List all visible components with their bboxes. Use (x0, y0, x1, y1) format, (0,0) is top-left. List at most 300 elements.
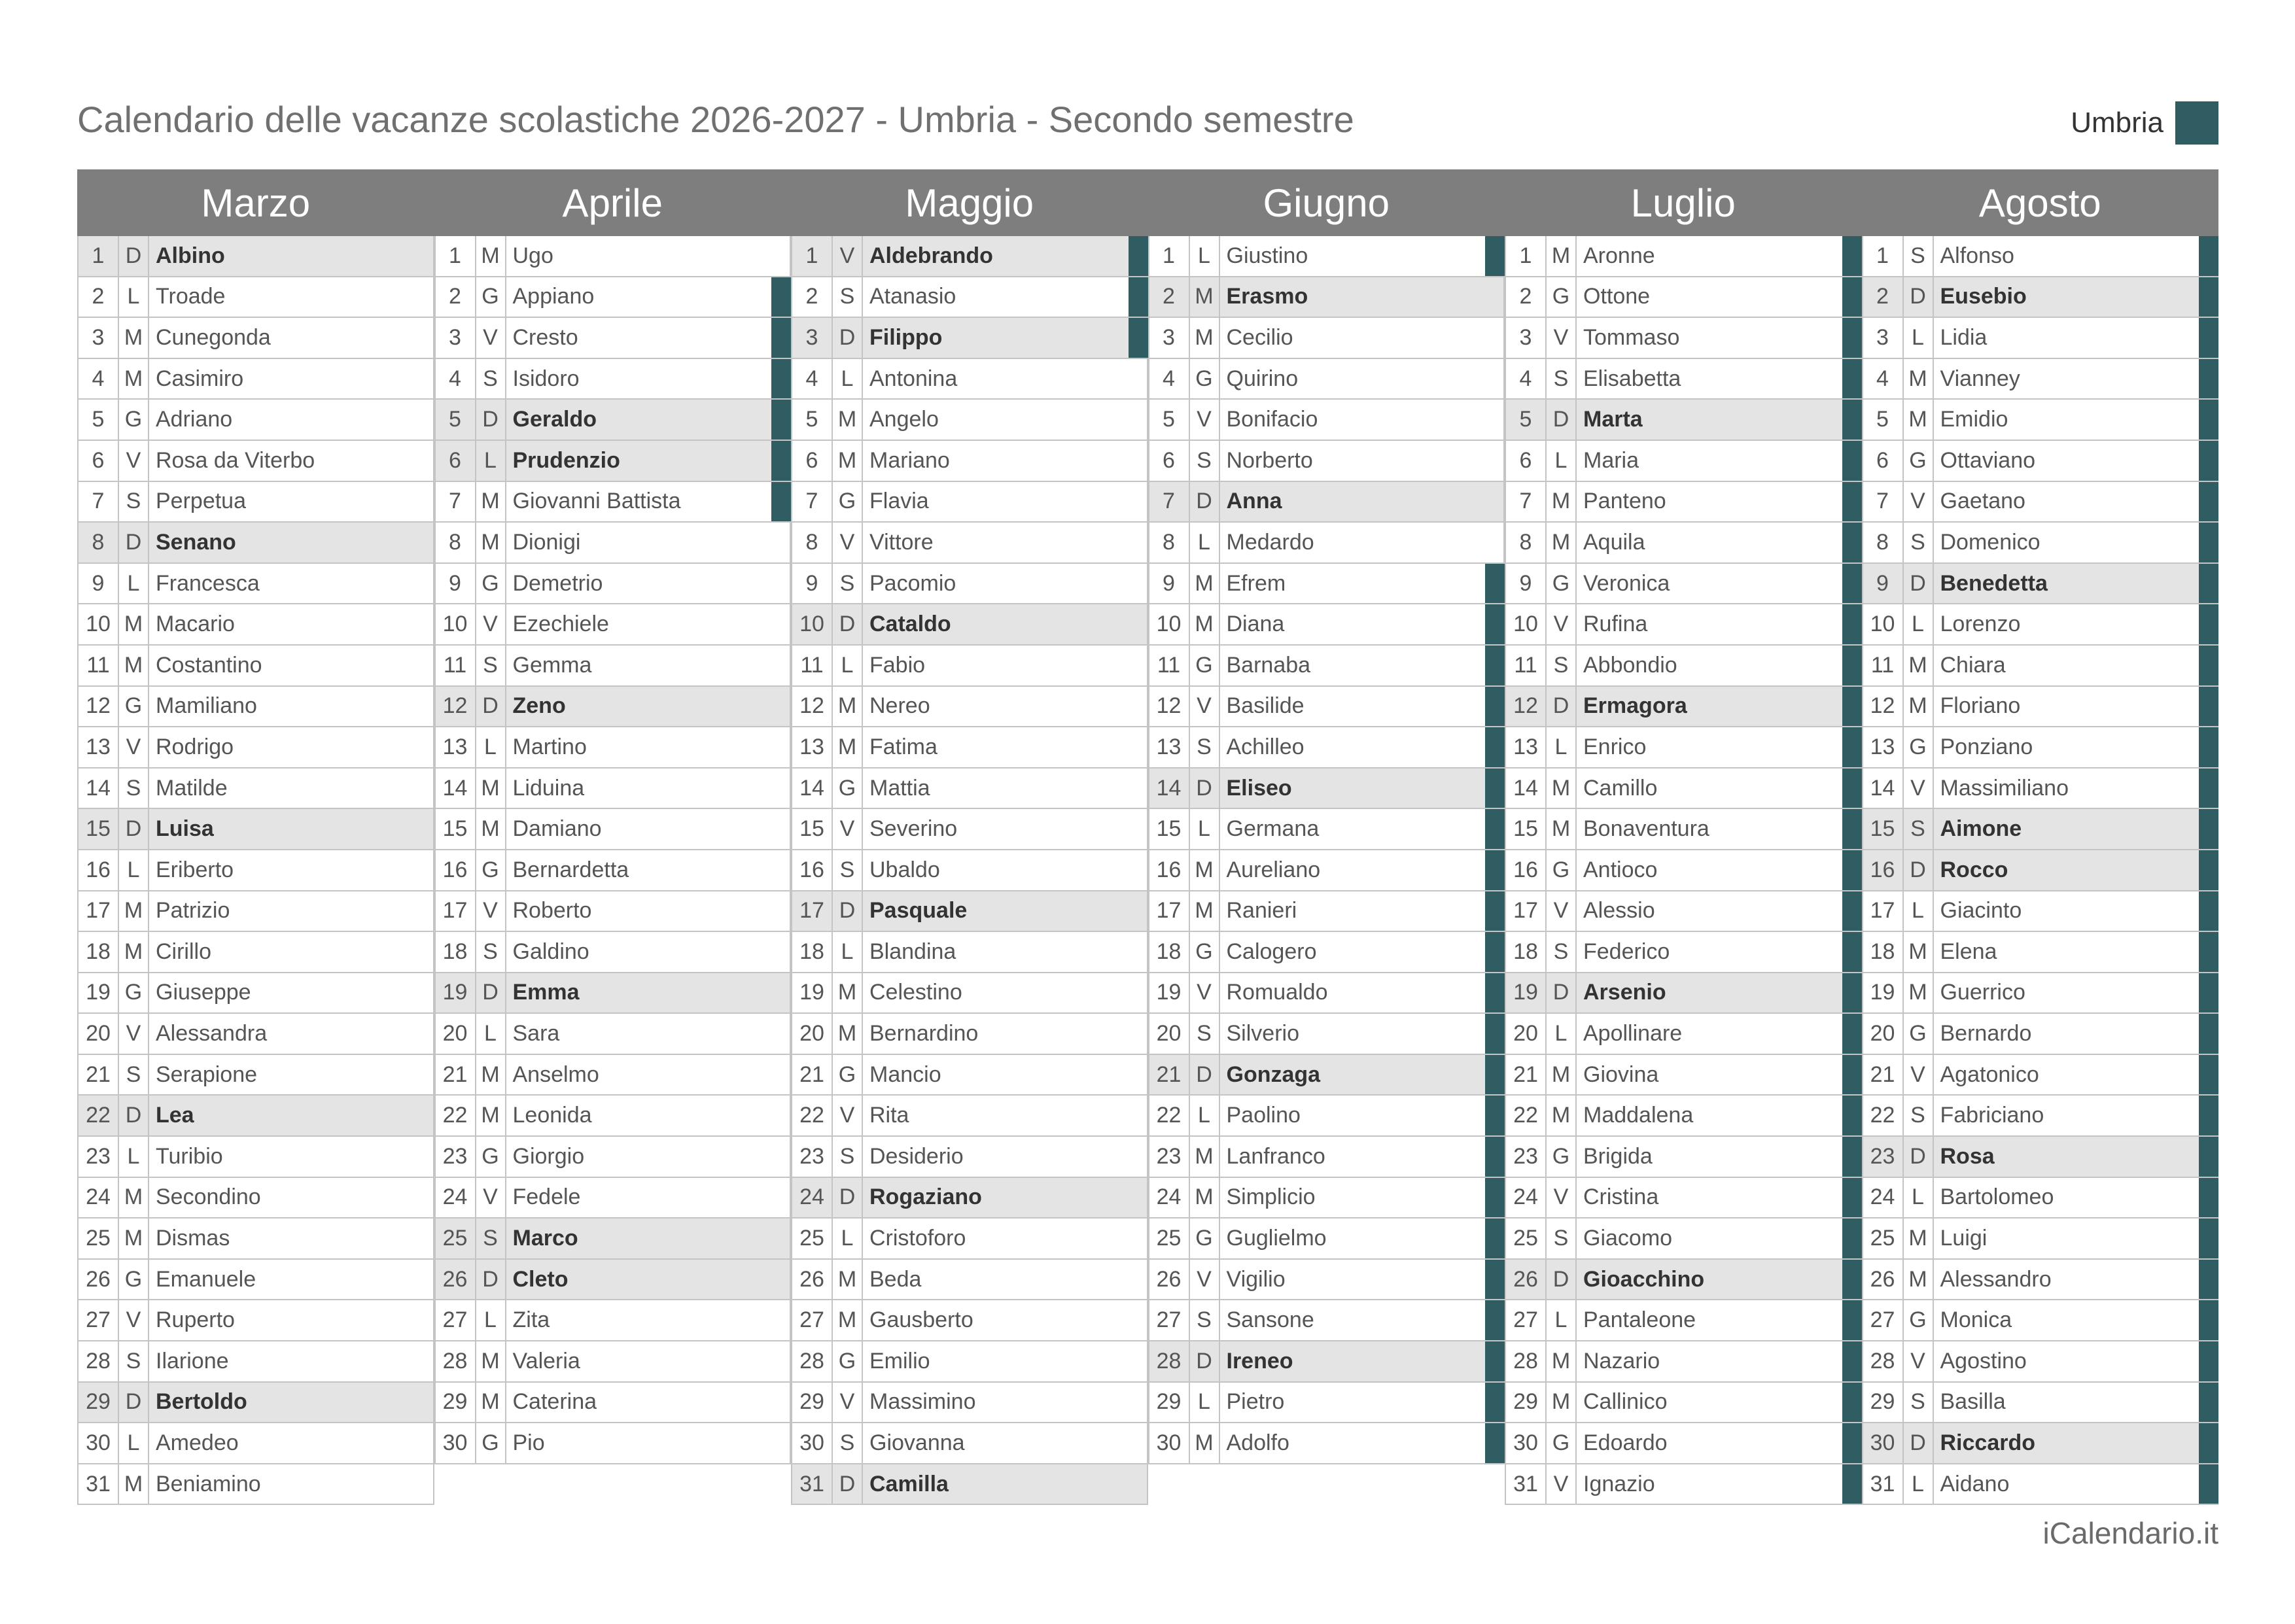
day-number: 7 (436, 482, 476, 522)
day-row (1505, 359, 1862, 400)
saint-name: Adolfo (1226, 1430, 1289, 1456)
day-row (1505, 687, 1862, 728)
day-row (1505, 482, 1862, 523)
day-number: 26 (792, 1260, 833, 1300)
day-row (434, 1260, 792, 1301)
saint-name: Isidoro (512, 366, 580, 391)
day-row (1505, 1137, 1862, 1178)
weekday-letter: S (1547, 1218, 1577, 1258)
weekday-letter: D (1904, 1137, 1934, 1177)
saint-name: Alessio (1583, 898, 1655, 924)
day-row (77, 1014, 434, 1055)
day-row (434, 1178, 792, 1219)
saint-name: Agatonico (1940, 1062, 2039, 1087)
weekday-letter: D (1547, 400, 1577, 440)
day-number: 1 (792, 236, 833, 276)
saint-name: Maria (1583, 447, 1639, 473)
day-row (77, 1464, 434, 1506)
weekday-letter: V (1547, 891, 1577, 931)
day-row (1148, 769, 1505, 810)
day-number: 10 (1506, 604, 1547, 644)
day-number: 1 (79, 236, 119, 276)
weekday-letter: G (833, 482, 863, 522)
weekday-letter: M (476, 1341, 506, 1381)
weekday-letter: M (476, 523, 506, 562)
weekday-letter: V (119, 441, 149, 481)
weekday-letter: L (119, 850, 149, 890)
month-column-maggio (791, 236, 1148, 1505)
weekday-letter: G (1547, 1137, 1577, 1177)
day-row (791, 523, 1148, 564)
weekday-letter: V (1904, 769, 1934, 808)
weekday-letter: G (119, 400, 149, 440)
weekday-letter: L (119, 1137, 149, 1177)
day-number: 2 (79, 277, 119, 317)
day-number: 22 (1149, 1096, 1190, 1135)
day-row (1505, 646, 1862, 687)
day-row (77, 687, 434, 728)
day-row (791, 1137, 1148, 1178)
day-number: 11 (1506, 646, 1547, 685)
weekday-letter: G (1547, 1423, 1577, 1463)
weekday-letter: V (833, 523, 863, 562)
saint-name: Barnaba (1226, 652, 1311, 678)
saint-name: Alfonso (1940, 243, 2014, 268)
day-row (1862, 932, 2219, 973)
saint-name: Germana (1226, 816, 1320, 842)
day-number: 31 (792, 1464, 833, 1504)
saint-name: Bartolomeo (1940, 1184, 2054, 1210)
saint-name: Guglielmo (1226, 1226, 1327, 1251)
weekday-letter: G (476, 1137, 506, 1177)
weekday-letter: S (1190, 441, 1220, 481)
day-number: 27 (1506, 1300, 1547, 1340)
day-row (1862, 1178, 2219, 1219)
saint-name: Gemma (512, 652, 592, 678)
day-row (791, 1341, 1148, 1383)
day-row (1505, 809, 1862, 850)
day-row (434, 1014, 792, 1055)
weekday-letter: G (476, 850, 506, 890)
day-row (1148, 809, 1505, 850)
day-number: 3 (792, 318, 833, 358)
calendar-grid (77, 169, 2218, 1505)
month-header-maggio: Maggio (905, 181, 1034, 225)
weekday-letter: M (1547, 1055, 1577, 1095)
weekday-letter: M (1190, 564, 1220, 604)
weekday-letter: L (476, 727, 506, 767)
day-number: 15 (436, 809, 476, 849)
weekday-letter: L (1904, 318, 1934, 358)
month-headers (77, 169, 2218, 236)
day-number: 6 (1863, 441, 1904, 481)
day-row (791, 973, 1148, 1014)
weekday-letter: D (1190, 482, 1220, 522)
day-row (1862, 1137, 2219, 1178)
saint-name: Martino (512, 734, 587, 759)
day-number: 3 (1863, 318, 1904, 358)
day-row (1148, 236, 1505, 277)
day-row (1148, 482, 1505, 523)
day-number: 25 (1149, 1218, 1190, 1258)
day-number: 20 (792, 1014, 833, 1054)
saint-name: Chiara (1940, 652, 2006, 678)
day-number: 6 (1506, 441, 1547, 481)
day-number: 16 (792, 850, 833, 890)
saint-name: Ezechiele (512, 612, 609, 637)
day-number: 23 (1149, 1137, 1190, 1177)
day-number: 5 (1863, 400, 1904, 440)
weekday-letter: L (1547, 727, 1577, 767)
day-row (1862, 646, 2219, 687)
day-row (791, 1218, 1148, 1260)
day-number: 24 (79, 1178, 119, 1218)
weekday-letter: D (119, 523, 149, 562)
day-number: 5 (792, 400, 833, 440)
day-row (1148, 441, 1505, 482)
saint-name: Amedeo (156, 1430, 239, 1456)
day-number: 16 (1863, 850, 1904, 890)
day-row (77, 769, 434, 810)
day-row (1862, 277, 2219, 319)
weekday-letter: M (833, 727, 863, 767)
weekday-letter: D (119, 1096, 149, 1135)
day-number: 21 (792, 1055, 833, 1095)
weekday-letter: L (1190, 1383, 1220, 1423)
saint-name: Luisa (156, 816, 214, 842)
weekday-letter: M (1190, 604, 1220, 644)
saint-name: Cresto (512, 324, 578, 350)
weekday-letter: M (1904, 687, 1934, 727)
day-row (1148, 400, 1505, 441)
weekday-letter: V (833, 1383, 863, 1423)
weekday-letter: V (1904, 482, 1934, 522)
weekday-letter: V (1547, 1178, 1577, 1218)
weekday-letter: L (476, 1300, 506, 1340)
weekday-letter: S (119, 1055, 149, 1095)
weekday-letter: M (119, 891, 149, 931)
saint-name: Gaetano (1940, 489, 2025, 514)
weekday-letter: G (1547, 564, 1577, 604)
saint-name: Cirillo (156, 939, 211, 964)
month-header-luglio: Luglio (1630, 181, 1736, 225)
day-row (791, 359, 1148, 400)
day-row (1862, 1300, 2219, 1341)
saint-name: Severino (869, 816, 958, 842)
day-number: 11 (436, 646, 476, 685)
day-row (434, 604, 792, 646)
day-row (1148, 1423, 1505, 1464)
saint-name: Bertoldo (156, 1389, 247, 1415)
saint-name: Gioacchino (1583, 1266, 1705, 1292)
day-row (1148, 1260, 1505, 1301)
month-column-luglio (1505, 236, 1862, 1505)
day-row (791, 1178, 1148, 1219)
weekday-letter: S (1904, 1383, 1934, 1423)
saint-name: Emanuele (156, 1266, 256, 1292)
day-row (77, 727, 434, 769)
saint-name: Giacinto (1940, 898, 2022, 924)
day-number: 9 (436, 564, 476, 604)
day-number: 13 (79, 727, 119, 767)
weekday-letter: D (476, 400, 506, 440)
day-row (77, 318, 434, 359)
day-number: 28 (1149, 1341, 1190, 1381)
saint-name: Apollinare (1583, 1021, 1683, 1046)
saint-name: Filippo (869, 324, 943, 350)
weekday-letter: V (833, 236, 863, 276)
day-row (791, 318, 1148, 359)
footer-brand: iCalendario.it (2042, 1516, 2218, 1550)
weekday-letter: D (1904, 1423, 1934, 1463)
saint-name: Geraldo (512, 407, 597, 432)
saint-name: Eusebio (1940, 284, 2027, 309)
saint-name: Senano (156, 529, 236, 555)
saint-name: Serapione (156, 1062, 258, 1087)
weekday-letter: D (1190, 769, 1220, 808)
day-row (791, 1464, 1148, 1506)
saint-name: Ubaldo (869, 857, 940, 882)
day-row (1862, 1055, 2219, 1096)
day-row (791, 850, 1148, 891)
saint-name: Panteno (1583, 489, 1666, 514)
day-row (77, 973, 434, 1014)
saint-name: Massimino (869, 1389, 976, 1415)
day-row (77, 400, 434, 441)
day-number: 15 (79, 809, 119, 849)
day-number: 23 (1863, 1137, 1904, 1177)
saint-name: Turibio (156, 1143, 223, 1169)
saint-name: Riccardo (1940, 1430, 2035, 1456)
weekday-letter: S (476, 1218, 506, 1258)
saint-name: Pacomio (869, 570, 956, 596)
day-number: 1 (1506, 236, 1547, 276)
weekday-letter: M (1190, 850, 1220, 890)
day-row (434, 769, 792, 810)
day-number: 26 (1506, 1260, 1547, 1300)
weekday-letter: M (1904, 1218, 1934, 1258)
day-number: 19 (1863, 973, 1904, 1013)
saint-name: Massimiliano (1940, 775, 2069, 801)
day-row (1505, 1464, 1862, 1506)
day-number: 24 (1149, 1178, 1190, 1218)
month-header-marzo: Marzo (201, 181, 311, 225)
day-row (77, 1218, 434, 1260)
month-column-aprile (434, 236, 792, 1464)
day-number: 30 (1506, 1423, 1547, 1463)
weekday-letter: D (833, 1178, 863, 1218)
day-number: 20 (79, 1014, 119, 1054)
saint-name: Matilde (156, 775, 228, 801)
legend-swatch (2175, 101, 2218, 145)
saint-name: Vittore (869, 529, 934, 555)
saint-name: Rosa (1940, 1143, 1995, 1169)
day-number: 22 (1506, 1096, 1547, 1135)
saint-name: Arsenio (1583, 980, 1666, 1005)
weekday-letter: V (119, 727, 149, 767)
weekday-letter: L (1190, 1096, 1220, 1135)
day-row (791, 932, 1148, 973)
weekday-letter: L (119, 1423, 149, 1463)
day-number: 26 (1863, 1260, 1904, 1300)
weekday-letter: L (476, 1014, 506, 1054)
day-number: 6 (792, 441, 833, 481)
day-number: 27 (1863, 1300, 1904, 1340)
day-row (1862, 850, 2219, 891)
saint-name: Veronica (1583, 570, 1670, 596)
weekday-letter: M (1904, 400, 1934, 440)
saint-name: Desiderio (869, 1143, 964, 1169)
day-row (1148, 1014, 1505, 1055)
weekday-letter: G (476, 277, 506, 317)
day-number: 28 (79, 1341, 119, 1381)
day-row (1148, 646, 1505, 687)
day-number: 14 (436, 769, 476, 808)
day-row (1148, 1178, 1505, 1219)
day-row (434, 1300, 792, 1341)
day-row (434, 850, 792, 891)
saint-name: Ignazio (1583, 1471, 1655, 1496)
day-row (791, 236, 1148, 277)
saint-name: Blandina (869, 939, 956, 964)
day-row (77, 1300, 434, 1341)
day-number: 10 (1863, 604, 1904, 644)
day-row (1148, 1300, 1505, 1341)
weekday-letter: V (476, 318, 506, 358)
saint-name: Abbondio (1583, 652, 1677, 678)
saint-name: Ermagora (1583, 693, 1687, 719)
weekday-letter: M (476, 1096, 506, 1135)
day-row (791, 564, 1148, 605)
saint-name: Atanasio (869, 284, 956, 309)
saint-name: Vianney (1940, 366, 2020, 391)
day-row (791, 646, 1148, 687)
saint-name: Marco (512, 1226, 578, 1251)
saint-name: Cleto (512, 1266, 569, 1292)
legend-label: Umbria (2071, 107, 2164, 139)
weekday-letter: S (833, 850, 863, 890)
weekday-letter: S (119, 1341, 149, 1381)
day-number: 30 (1149, 1423, 1190, 1463)
weekday-letter: M (119, 1178, 149, 1218)
day-number: 17 (1863, 891, 1904, 931)
day-number: 18 (79, 932, 119, 972)
weekday-letter: L (1547, 1300, 1577, 1340)
weekday-letter: L (119, 277, 149, 317)
day-number: 31 (1506, 1464, 1547, 1504)
weekday-letter: G (1904, 1014, 1934, 1054)
weekday-letter: M (833, 973, 863, 1013)
weekday-letter: V (476, 604, 506, 644)
weekday-letter: V (1904, 1055, 1934, 1095)
day-row (791, 1055, 1148, 1096)
weekday-letter: M (1904, 1260, 1934, 1300)
saint-name: Achilleo (1226, 734, 1305, 759)
weekday-letter: L (1547, 1014, 1577, 1054)
day-row (1862, 604, 2219, 646)
day-number: 29 (436, 1383, 476, 1423)
day-number: 18 (1149, 932, 1190, 972)
day-row (1862, 891, 2219, 933)
day-row (434, 236, 792, 277)
day-row (1862, 727, 2219, 769)
weekday-letter: S (1904, 1096, 1934, 1135)
saint-name: Antonina (869, 366, 958, 391)
day-row (77, 1383, 434, 1424)
day-number: 21 (436, 1055, 476, 1095)
weekday-letter: D (1547, 973, 1577, 1013)
saint-name: Giovanni Battista (512, 489, 681, 514)
weekday-letter: D (1547, 1260, 1577, 1300)
weekday-letter: M (833, 687, 863, 727)
day-row (1505, 1341, 1862, 1383)
day-row (1862, 809, 2219, 850)
day-number: 27 (436, 1300, 476, 1340)
day-row (1148, 932, 1505, 973)
day-number: 19 (79, 973, 119, 1013)
weekday-letter: D (833, 604, 863, 644)
saint-name: Aronne (1583, 243, 1655, 268)
day-number: 23 (436, 1137, 476, 1177)
saint-name: Guerrico (1940, 980, 2025, 1005)
day-number: 1 (1863, 236, 1904, 276)
day-row (1505, 277, 1862, 319)
day-number: 4 (436, 359, 476, 399)
weekday-letter: M (119, 646, 149, 685)
saint-name: Anselmo (512, 1062, 599, 1087)
day-row (1862, 769, 2219, 810)
day-number: 23 (792, 1137, 833, 1177)
day-row (1505, 1218, 1862, 1260)
day-number: 20 (436, 1014, 476, 1054)
day-number: 3 (1506, 318, 1547, 358)
day-row (791, 891, 1148, 933)
day-number: 30 (79, 1423, 119, 1463)
day-row (77, 1260, 434, 1301)
weekday-letter: M (1547, 523, 1577, 562)
day-number: 14 (1506, 769, 1547, 808)
weekday-letter: S (1547, 646, 1577, 685)
saint-name: Ottone (1583, 284, 1651, 309)
saint-name: Enrico (1583, 734, 1647, 759)
day-row (77, 236, 434, 277)
month-header-giugno: Giugno (1263, 181, 1390, 225)
saint-name: Ranieri (1226, 898, 1297, 924)
day-row (1862, 973, 2219, 1014)
day-number: 4 (1506, 359, 1547, 399)
day-number: 20 (1506, 1014, 1547, 1054)
day-number: 4 (79, 359, 119, 399)
saint-name: Perpetua (156, 489, 246, 514)
day-number: 23 (1506, 1137, 1547, 1177)
day-row (1148, 564, 1505, 605)
day-row (1862, 1383, 2219, 1424)
day-number: 15 (1863, 809, 1904, 849)
saint-name: Lorenzo (1940, 612, 2021, 637)
saint-name: Ilarione (156, 1348, 229, 1373)
day-number: 21 (1506, 1055, 1547, 1095)
day-number: 6 (436, 441, 476, 481)
weekday-letter: M (119, 1464, 149, 1504)
weekday-letter: M (1904, 359, 1934, 399)
saint-name: Federico (1583, 939, 1670, 964)
weekday-letter: S (833, 277, 863, 317)
saint-name: Gausberto (869, 1307, 973, 1333)
saint-name: Damiano (512, 816, 602, 842)
day-row (434, 1137, 792, 1178)
saint-name: Lanfranco (1226, 1143, 1325, 1169)
weekday-letter: G (476, 564, 506, 604)
